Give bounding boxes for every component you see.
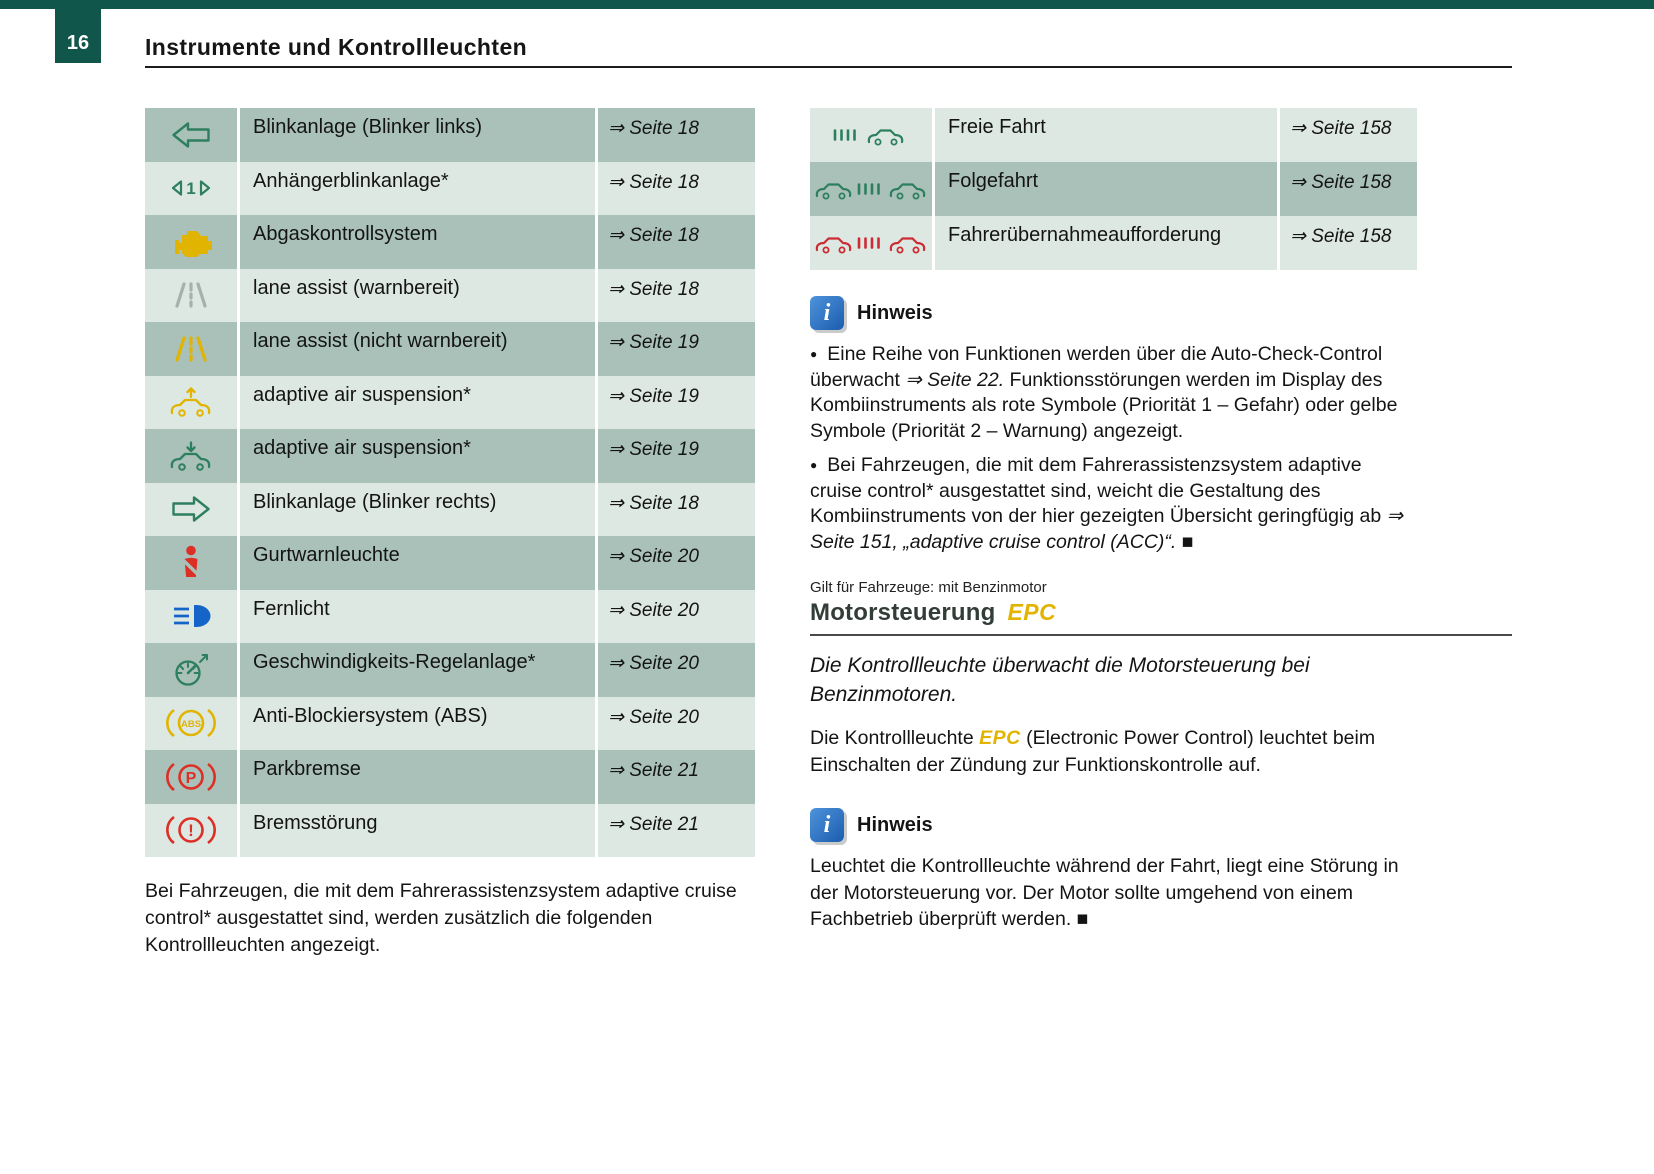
indicator-label: adaptive air suspension*: [237, 429, 595, 483]
hinweis-header: [810, 296, 1512, 330]
section-body-paragraph: [810, 725, 1416, 778]
epc-symbol: EPC: [979, 727, 1021, 749]
acc-following-icon: [810, 162, 932, 216]
table-row: [145, 269, 755, 323]
page-reference: ⇒ Seite 158: [1277, 216, 1417, 270]
body-text: Die Kontrollleuchte: [810, 727, 980, 749]
page-reference: ⇒ Seite 18: [595, 215, 755, 269]
parking-brake-icon: [145, 750, 237, 804]
page-title: Instrumente und Kontrollleuchten: [145, 34, 528, 60]
table-row: [145, 643, 755, 697]
trailer-turn-signal-icon: [145, 162, 237, 216]
indicator-label: Fernlicht: [237, 590, 595, 644]
page-reference: ⇒ Seite 20: [595, 590, 755, 644]
table-row: [145, 804, 755, 858]
bullet-dot-icon: ●: [810, 458, 818, 472]
table-row: [145, 322, 755, 376]
cross-reference: ⇒ Seite 22.: [905, 368, 1005, 391]
svg-text:1: 1: [186, 179, 196, 199]
bullet-dot-icon: ●: [810, 347, 818, 361]
hinweis-text: Leuchtet die Kontrollleuchte während der Fahrt, liegt eine Störung in der Motorsteuerung vor. Der Motor sollte umgehend von einem Fachbetrieb überprüft werden. ■: [810, 855, 1399, 930]
check-engine-icon: [145, 215, 237, 269]
table-row: [145, 162, 755, 216]
indicator-label: lane assist (nicht warnbereit): [237, 322, 595, 376]
table-row: [145, 536, 755, 590]
table-row: [145, 108, 755, 162]
high-beam-icon: [145, 590, 237, 644]
page-reference: ⇒ Seite 158: [1277, 162, 1417, 216]
indicator-label: Anti-Blockiersystem (ABS): [237, 697, 595, 751]
hinweis-title: Hinweis: [857, 813, 933, 836]
indicator-label: Bremsstörung: [237, 804, 595, 858]
hinweis-title: Hinweis: [857, 301, 933, 324]
page-reference: ⇒ Seite 158: [1277, 108, 1417, 162]
acc-note-paragraph: Bei Fahrzeugen, die mit dem Fahrerassistenzsystem adaptive cruise control* ausgestattet sind, werden zusätzlich die folgenden Kontrollleuchten angezeigt.: [145, 880, 737, 956]
turn-signal-left-icon: [145, 108, 237, 162]
table-row: [145, 697, 755, 751]
table-row: [810, 216, 1417, 270]
section-heading-text: Motorsteuerung: [810, 599, 996, 626]
hinweis-header: [810, 808, 1512, 842]
hinweis2-block: [810, 808, 1512, 933]
abs-icon: [145, 697, 237, 751]
air-suspension-up-icon: [145, 376, 237, 430]
bullet-text: Funktionsstörungen werden im Display des Kombiinstruments als rote Symbole (Priorität 1 – Gefahr) oder gelbe Symbole (Priorität 2 – Warnung) angezeigt.: [810, 368, 1398, 442]
air-suspension-down-icon: [145, 429, 237, 483]
section-lead-paragraph: Die Kontrollleuchte überwacht die Motorsteuerung bei Benzinmotoren.: [810, 654, 1310, 706]
brake-failure-icon: [145, 804, 237, 858]
indicator-label: lane assist (warnbereit): [237, 269, 595, 323]
page-reference: ⇒ Seite 18: [595, 269, 755, 323]
indicator-label: adaptive air suspension*: [237, 376, 595, 430]
info-icon: i: [810, 296, 844, 330]
right-column: [810, 296, 1512, 933]
bullet-text: ■: [1176, 530, 1194, 553]
indicator-label: Freie Fahrt: [932, 108, 1277, 162]
section-heading: [810, 599, 1512, 627]
indicator-label: Fahrerübernahmeaufforderung: [932, 216, 1277, 270]
lane-assist-gray-icon: [145, 269, 237, 323]
page-reference: ⇒ Seite 20: [595, 697, 755, 751]
indicator-label: Abgaskontrollsystem: [237, 215, 595, 269]
indicator-label: Anhängerblinkanlage*: [237, 162, 595, 216]
acc-free-driving-icon: [810, 108, 932, 162]
table-row: [145, 750, 755, 804]
page-reference: ⇒ Seite 19: [595, 376, 755, 430]
table-row: [145, 376, 755, 430]
epc-symbol: EPC: [1007, 599, 1057, 625]
indicator-label: Blinkanlage (Blinker links): [237, 108, 595, 162]
page-reference: ⇒ Seite 19: [595, 322, 755, 376]
acc-takeover-request-icon: [810, 216, 932, 270]
turn-signal-right-icon: [145, 483, 237, 537]
table-row: [145, 590, 755, 644]
table-row: [810, 108, 1417, 162]
applies-to-line: Gilt für Fahrzeuge: mit Benzinmotor: [810, 579, 1047, 596]
indicator-label: Blinkanlage (Blinker rechts): [237, 483, 595, 537]
page-reference: ⇒ Seite 20: [595, 643, 755, 697]
acc-lamp-table: [810, 108, 1417, 270]
page-reference: ⇒ Seite 18: [595, 162, 755, 216]
table-row: [810, 162, 1417, 216]
page-reference: ⇒ Seite 19: [595, 429, 755, 483]
page-reference: ⇒ Seite 21: [595, 750, 755, 804]
lane-assist-yellow-icon: [145, 322, 237, 376]
header-top-bar: [0, 0, 1654, 9]
body-text: (Electronic Power Control) leuchtet beim Einschalten der Zündung zur Funktionskontrolle auf.: [810, 727, 1376, 776]
indicator-label: Geschwindigkeits-Regelanlage*: [237, 643, 595, 697]
svg-text:P: P: [185, 769, 197, 787]
table-row: [145, 215, 755, 269]
svg-text:ABS: ABS: [180, 719, 202, 731]
bullet-text: Bei Fahrzeugen, die mit dem Fahrerassistenzsystem adaptive cruise control* ausgestattet sind, weicht die Gestaltung des Kombiinstruments von der hier gezeigten Übersicht geringfügig ab: [810, 454, 1387, 527]
page-reference: ⇒ Seite 18: [595, 483, 755, 537]
indicator-lamp-table: [145, 108, 755, 857]
cross-reference: ⇒ Seite 151, „adaptive cruise control (ACC)“.: [810, 505, 1403, 553]
table-row: [145, 429, 755, 483]
page-number: 16: [55, 0, 101, 63]
page-reference: ⇒ Seite 21: [595, 804, 755, 858]
bullet-item: [810, 453, 1416, 555]
section-rule: [810, 634, 1512, 636]
indicator-label: Gurtwarnleuchte: [237, 536, 595, 590]
table-row: [145, 483, 755, 537]
info-icon: i: [810, 808, 844, 842]
page-reference: ⇒ Seite 20: [595, 536, 755, 590]
hinweis-bullets: [810, 342, 1416, 555]
indicator-label: Parkbremse: [237, 750, 595, 804]
bullet-item: [810, 342, 1416, 444]
cruise-control-icon: [145, 643, 237, 697]
svg-text:!: !: [188, 821, 194, 841]
indicator-label: Folgefahrt: [932, 162, 1277, 216]
page-reference: ⇒ Seite 18: [595, 108, 755, 162]
header-rule: [145, 66, 1512, 68]
bullet-text: Eine Reihe von Funktionen werden über die Auto-Check-Control überwacht: [810, 343, 1383, 391]
seatbelt-warning-icon: [145, 536, 237, 590]
